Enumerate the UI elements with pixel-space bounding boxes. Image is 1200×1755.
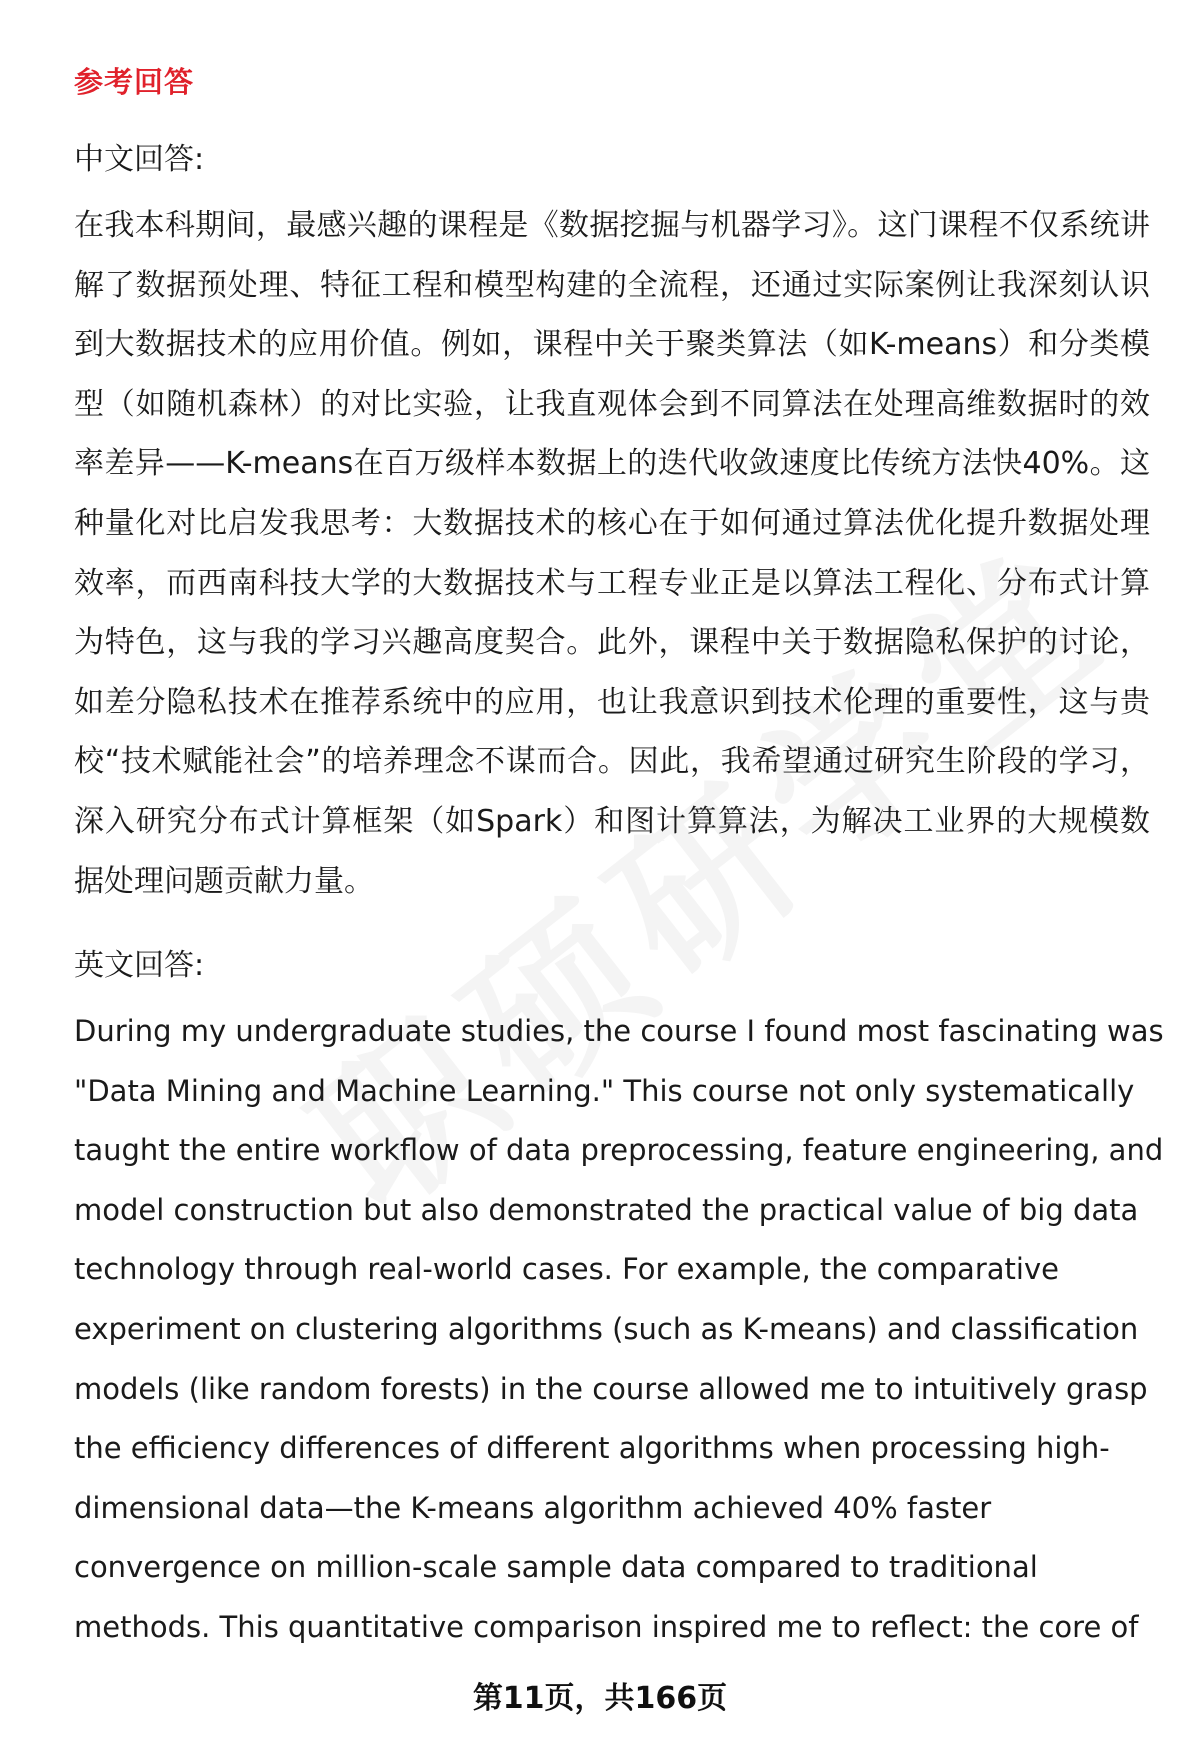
- english-answer-text: [74, 1002, 1164, 1658]
- english-answer-line: taught the entire workflow of data preprocessing, feature engineering, and: [74, 1133, 1164, 1168]
- english-answer-line: dimensional data—the K-means algorithm achieved 40% faster: [74, 1490, 992, 1525]
- english-answer-line: During my undergraduate studies, the course I found most fascinating was: [74, 1014, 1164, 1048]
- english-answer-line: model construction but also demonstrated the practical value of big data: [74, 1192, 1139, 1227]
- english-answer-line: experiment on clustering algorithms (such as K-means) and classification: [74, 1311, 1139, 1346]
- chinese-answer-text: 在我本科期间，最感兴趣的课程是《数据挖掘与机器学习》。这门课程不仅系统讲解了数据预处理、特征工程和模型构建的全流程，还通过实际案例让我深刻认识到大数据技术的应用价值。例如，课程中关于聚类算法（如K-means）和分类模型（如随机森林）的对比实验，让我直观体会到不同算法在处理高维数据时的效率差异——K-means在百万级样本数据上的迭代收敛速度比传统方法快40%。这种量化对比启发我思考：大数据技术的核心在于如何通过算法优化提升数据处理效率，而西南科技大学的大数据技术与工程专业正是以算法工程化、分布式计算为特色，这与我的学习兴趣高度契合。此外，课程中关于数据隐私保护的讨论，如差分隐私技术在推荐系统中的应用，也让我意识到技术伦理的重要性，这与贵校“技术赋能社会”的培养理念不谋而合。因此，我希望通过研究生阶段的学习，深入研究分布式计算框架（如Spark）和图计算算法，为解决工业界的大规模数据处理问题贡献力量。: [74, 208, 1150, 899]
- english-answer-line: convergence on million-scale sample data compared to traditional: [74, 1550, 1038, 1585]
- english-answer-line: technology through real-world cases. For example, the comparative: [74, 1252, 1059, 1287]
- english-answer-line: "Data Mining and Machine Learning." This course not only systematically: [74, 1073, 1135, 1108]
- chinese-answer-label: 中文回答:: [74, 142, 205, 177]
- english-answer-label: 英文回答:: [74, 948, 205, 983]
- english-answer-line: methods. This quantitative comparison inspired me to reflect: the core of: [74, 1609, 1139, 1644]
- english-answer-line: models (like random forests) in the course allowed me to intuitively grasp: [74, 1371, 1148, 1406]
- page-number-footer: 第11页，共166页: [472, 1681, 728, 1716]
- section-title: 参考回答: [74, 65, 195, 99]
- english-answer-line: the efficiency differences of different algorithms when processing high-: [74, 1431, 1110, 1466]
